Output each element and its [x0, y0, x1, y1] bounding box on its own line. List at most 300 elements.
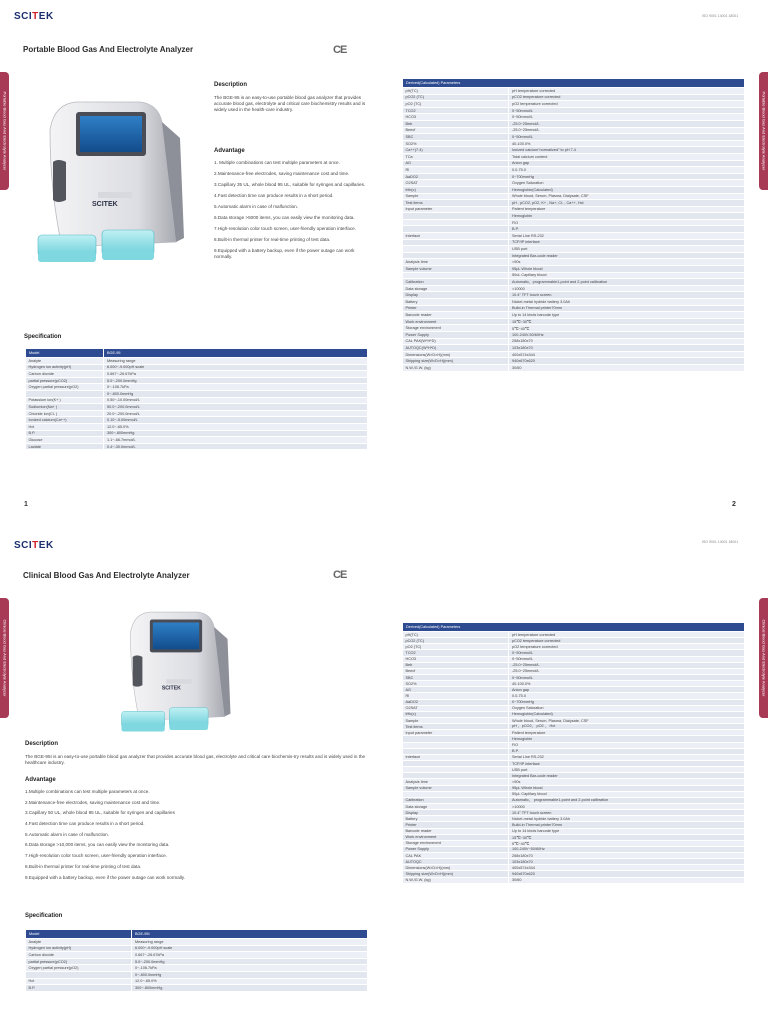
table-cell: Integrated Bar-code reader — [509, 773, 745, 779]
table-cell: B.P. — [509, 226, 745, 233]
table-cell: Power Supply — [403, 846, 509, 852]
table-row — [26, 985, 368, 992]
advantage-list — [25, 789, 370, 885]
table-cell: 0.667~-26.67kPa — [104, 371, 368, 378]
page-number: 2 — [732, 501, 736, 508]
iso-certifications: ISO 9001 14001 18001 — [702, 540, 739, 544]
table-cell: Shipping size(W×D×H)(mm) — [403, 871, 509, 877]
table-cell: tHb(c) — [403, 186, 509, 193]
table-cell: TCa — [403, 153, 509, 160]
table-row — [403, 331, 745, 338]
page-title: Clinical Blood Gas And Electrolyte Analyzer — [23, 571, 190, 580]
table-row — [403, 358, 745, 365]
table-row — [403, 219, 745, 226]
table-cell: 0~700mmHg — [509, 699, 745, 705]
table-cell: Barcode reader — [403, 828, 509, 834]
table-cell: 0.0-75.0 — [509, 167, 745, 174]
table-cell: Ionized calcium(Ca++) — [26, 417, 104, 424]
table-cell: -25.0~25mmol/L — [509, 668, 745, 674]
table-cell: pH(TC) — [403, 632, 509, 638]
table-row — [403, 318, 745, 325]
description-text: The BGE-95 is an easy-to-use portable blood gas analyzer that provides accurate blood gas, electrolyte and critical care biochemistry results and is widely used in the health-care industry. — [214, 95, 366, 112]
table-cell: Anion gap — [509, 160, 745, 167]
table-cell: Serial Line RS-232 — [509, 233, 745, 240]
table-header-cell: Derived(Calculated) Parameters — [403, 79, 745, 88]
table-row — [26, 390, 368, 397]
table-cell: 300~-800mmHg — [132, 985, 368, 992]
table-row — [403, 877, 745, 883]
table-cell: 103x180x70 — [509, 345, 745, 352]
list-item: 2.Maintenance-free electrodes, saving maintenance cost and time. — [214, 171, 350, 176]
table-row — [403, 153, 745, 160]
table-cell: pH temperature corrected — [509, 88, 745, 95]
table-cell: 940x670x620 — [509, 871, 745, 877]
table-row — [26, 978, 368, 985]
table-row — [403, 213, 745, 220]
table-cell: 50uL Capillary blood — [509, 272, 745, 279]
table-row — [403, 239, 745, 246]
specification-heading: Specification — [24, 334, 62, 340]
table-cell: <90s — [509, 259, 745, 266]
table-header-row — [26, 930, 368, 939]
specification-table — [25, 348, 368, 450]
table-cell: Storage environment — [403, 325, 509, 332]
table-row — [403, 338, 745, 345]
table-row — [403, 107, 745, 114]
table-cell: Sample volume — [403, 266, 509, 273]
table-cell: 40-100.0% — [509, 681, 745, 687]
table-header-row — [26, 349, 368, 358]
table-row — [403, 127, 745, 134]
list-item: 6.Data storage >5000 items, you can easily view the monitoring data. — [214, 215, 355, 220]
table-row — [403, 312, 745, 319]
table-row — [403, 173, 745, 180]
table-cell: 0~-800.0mmHg — [132, 971, 368, 978]
list-item: 7.High-resolution color touch screen, user-friendly operation interface. — [214, 226, 356, 231]
table-cell: Automatic，programmable1-point and 2-point calibration — [509, 279, 745, 286]
table-cell: Sample — [403, 193, 509, 200]
table-cell: Hydrogen ion activity(pH) — [26, 364, 104, 371]
table-cell: Chloride ion(Cl- ) — [26, 410, 104, 417]
table-cell: >10000 — [509, 803, 745, 809]
table-row — [403, 101, 745, 108]
table-row — [403, 147, 745, 154]
table-row — [403, 226, 745, 233]
table-cell: O2SAT — [403, 705, 509, 711]
table-cell: 20.0~-200.0mmol/L — [104, 410, 368, 417]
analyzer-device-image — [36, 92, 186, 274]
table-cell: 12.0~-65.0% — [132, 978, 368, 985]
table-cell: Sodiumion(Na+ ) — [26, 404, 104, 411]
table-cell: Beecf — [403, 668, 509, 674]
table-row — [403, 266, 745, 273]
table-cell: 15℃~30℃ — [509, 834, 745, 840]
page-number: 1 — [24, 501, 28, 508]
table-cell: 50.0~-200.0mmol/L — [104, 404, 368, 411]
table-cell: FiO — [509, 742, 745, 748]
table-cell: TCP/IP interface — [509, 239, 745, 246]
table-cell: -25.0~25mmol/L — [509, 120, 745, 127]
table-cell: Interface — [403, 754, 509, 760]
table-cell — [403, 226, 509, 233]
table-cell: Test items — [403, 724, 509, 730]
table-cell: -25.0~25mmol/L — [509, 662, 745, 668]
table-cell: TCO2 — [403, 650, 509, 656]
table-cell: N.W./G.W. (kg) — [403, 364, 509, 371]
table-cell: Shipping size(W×D×H)(mm) — [403, 358, 509, 365]
table-cell: USB port — [509, 767, 745, 773]
side-tab-right-clinical[interactable]: Clinical Blood Gas And Electrolyte Analyzer — [759, 598, 768, 718]
table-cell: Carbon dioxide — [26, 371, 104, 378]
brand-logo: SCITEK — [14, 540, 54, 551]
table-cell: Work environment — [403, 318, 509, 325]
table-row — [26, 965, 368, 972]
table-cell: Carbon dioxide — [26, 952, 132, 959]
table-row — [26, 404, 368, 411]
table-cell: 258x180x70 — [509, 338, 745, 345]
advantage-heading: Advantage — [25, 777, 56, 783]
table-row — [26, 358, 368, 365]
table-row — [403, 351, 745, 358]
table-cell: N.W./G.W. (kg) — [403, 877, 509, 883]
table-cell: Test items — [403, 200, 509, 207]
table-cell: 0~50mmol/L — [509, 107, 745, 114]
table-cell: Hemoglobin(Calculated) — [509, 711, 745, 717]
table-cell: 100-240V~50/60Hz — [509, 846, 745, 852]
table-cell — [403, 239, 509, 246]
table-cell: 0~50mmol/L — [509, 656, 745, 662]
table-cell: B.P. — [509, 748, 745, 754]
table-cell: 0~-106.7kPa — [104, 384, 368, 391]
table-cell: -25.0~25mmol/L — [509, 127, 745, 134]
table-cell: pCO2 (TC) — [403, 638, 509, 644]
table-cell: pCO2 temperature corrected — [509, 94, 745, 101]
table-row — [403, 292, 745, 299]
table-row — [403, 193, 745, 200]
table-header-row — [403, 79, 745, 88]
side-tab-left-clinical[interactable]: Clinical Blood Gas And Electrolyte Analyzer — [0, 598, 9, 718]
table-cell: 0.0-75.0 — [509, 693, 745, 699]
table-cell: 0~50mmol/L — [509, 650, 745, 656]
table-cell: Display — [403, 810, 509, 816]
table-cell: Barcode reader — [403, 312, 509, 319]
table-cell: 0~-106.7kPa — [132, 965, 368, 972]
table-cell: AaDO2 — [403, 173, 509, 180]
table-cell: Up to 14 kinds barcode type — [509, 312, 745, 319]
table-row — [26, 958, 368, 965]
table-cell: TCP/IP interface — [509, 760, 745, 766]
table-cell: RI — [403, 693, 509, 699]
table-row — [403, 305, 745, 312]
table-cell — [403, 252, 509, 259]
table-cell: Data storage — [403, 285, 509, 292]
table-cell: AUTOQC(W*H*D) — [403, 345, 509, 352]
table-cell: 5.0~-200.0mmHg — [104, 377, 368, 384]
table-cell: 6.000~-9.000pH scale — [104, 364, 368, 371]
table-header-cell: Model — [26, 349, 104, 358]
table-cell: 50μL Capillary blood — [509, 791, 745, 797]
table-cell — [403, 246, 509, 253]
table-cell: Measuring range — [132, 939, 368, 946]
table-row — [403, 120, 745, 127]
table-cell: 95μL Whole blood — [509, 266, 745, 273]
table-cell: Hemoglobin — [509, 736, 745, 742]
device-brand-label: SCITEK — [92, 201, 118, 208]
table-cell: 0~50mmol/L — [509, 114, 745, 121]
list-item: 3.Capillary 50 UL, whole blood 95 UL, suitable for syringes and capillaries — [25, 810, 175, 816]
table-cell: Hydrogen ion activity(pH) — [26, 945, 132, 952]
page-title: Portable Blood Gas And Electrolyte Analyzer — [23, 45, 194, 54]
analyzer-device-image — [120, 600, 232, 745]
table-row — [26, 364, 368, 371]
device-brand-label: SCITEK — [161, 685, 181, 692]
table-cell: AG — [403, 687, 509, 693]
table-cell: HCO3 — [403, 656, 509, 662]
table-cell: Analysis time — [403, 779, 509, 785]
table-cell: 5.0~-200.0mmHg — [132, 958, 368, 965]
table-cell: Up to 14 kinds barcode type — [509, 828, 745, 834]
list-item: 7.High-resolution color touch screen, user-friendly operation interface. — [25, 853, 167, 859]
table-cell: 5℃~40℃ — [509, 325, 745, 332]
derived-parameters-body — [403, 632, 745, 884]
table-cell: Input parameter — [403, 206, 509, 213]
table-row — [26, 430, 368, 437]
table-cell: 40-100.0% — [509, 140, 745, 147]
table-row — [26, 423, 368, 430]
table-cell: pO2 temperature corrected — [509, 101, 745, 108]
table-cell: Printer — [403, 822, 509, 828]
table-cell: Oxygen Saturation — [509, 705, 745, 711]
table-row — [26, 384, 368, 391]
table-cell: Lactate — [26, 443, 104, 450]
table-cell: Work environment — [403, 834, 509, 840]
advantage-list — [214, 160, 366, 265]
table-cell: pH(TC) — [403, 88, 509, 95]
table-cell: 15℃~30℃ — [509, 318, 745, 325]
table-cell: <90s — [509, 779, 745, 785]
table-cell: pO2 temperature corrected — [509, 644, 745, 650]
table-cell: 258x180x70 — [509, 853, 745, 859]
table-cell: Calibration — [403, 797, 509, 803]
table-cell: TCO2 — [403, 107, 509, 114]
table-header-cell: Derived(Calculated) Parameters — [403, 623, 745, 632]
table-cell: 0~50mmol/L — [509, 674, 745, 680]
table-cell: >10000 — [509, 285, 745, 292]
table-cell: SBC — [403, 134, 509, 141]
table-cell: Dimensions(W×D×H)(mm) — [403, 351, 509, 358]
list-item: 8.Built-in thermal printer for real-time printing of test data. — [25, 863, 142, 869]
table-row — [403, 299, 745, 306]
table-cell: Glucose — [26, 437, 104, 444]
table-row — [403, 246, 745, 253]
table-cell: 400x574x344 — [509, 865, 745, 871]
table-row — [403, 345, 745, 352]
list-item: 8.Built-in thermal printer for real-time printing of test data. — [214, 237, 331, 242]
table-row — [26, 371, 368, 378]
table-cell: Measuring range — [104, 358, 368, 365]
table-cell: 5℃~40℃ — [509, 840, 745, 846]
brand-logo: SCITEK — [14, 11, 54, 22]
table-cell: Ca++(7.4) — [403, 147, 509, 154]
table-cell: Input parameter — [403, 730, 509, 736]
table-cell: Automatic， programmable1-point and 2-point calibration — [509, 797, 745, 803]
list-item: 5.Automatic alarm in case of malfunction. — [25, 831, 110, 837]
table-row — [403, 233, 745, 240]
table-cell: Patient temperature — [509, 730, 745, 736]
table-cell: 300~-800mmHg — [104, 430, 368, 437]
table-row — [26, 939, 368, 946]
table-row — [403, 180, 745, 187]
table-cell: Beb — [403, 662, 509, 668]
table-row — [403, 140, 745, 147]
table-cell — [26, 390, 104, 397]
table-cell: 10.4" TFT touch screen — [509, 810, 745, 816]
table-cell: USB port — [509, 246, 745, 253]
table-row — [403, 325, 745, 332]
table-cell: 10.4" TFT touch screen. — [509, 292, 745, 299]
table-cell: Power Supply — [403, 331, 509, 338]
table-cell: pH ，pCO2， pO2 ， Hct — [509, 724, 745, 730]
table-row — [403, 252, 745, 259]
table-cell: 12.0~-65.0% — [104, 423, 368, 430]
list-item: 3.Capillary 35 UL, whole blood 95 UL, suitable for syringes and capillaries. — [214, 182, 366, 187]
table-cell: 0~50mmol/L — [509, 134, 745, 141]
table-cell: CAL PAK — [403, 853, 509, 859]
table-cell: 0~700mmHg — [509, 173, 745, 180]
table-cell: Oxygen partial pressure(pO2) — [26, 965, 132, 972]
table-row — [403, 167, 745, 174]
table-cell: Sample volume — [403, 785, 509, 791]
table-cell: SO2% — [403, 140, 509, 147]
table-cell: Patient temperature — [509, 206, 745, 213]
list-item: 1.Multiple combinations can test multiple parameters at once. — [25, 789, 150, 794]
table-row — [26, 952, 368, 959]
list-item: 1. Multiple combinations can test multiple parameters at once. — [214, 160, 340, 165]
list-item: 4.Fast detection time can produce results in a short period. — [214, 193, 334, 198]
table-row — [403, 88, 745, 95]
derived-parameters-table — [402, 78, 745, 372]
table-cell: Build-in Thermal printer70mm — [509, 305, 745, 312]
table-cell: pCO2 temperature corrected — [509, 638, 745, 644]
table-cell: CAL PAK(W*H*D) — [403, 338, 509, 345]
table-cell: Interface — [403, 233, 509, 240]
description-text: The BGE-95I is an easy-to-use portable blood gas analyzer that provides accurate blood gas, electrolyte and critical care biochemis-try results and is widely used in the healthcare industry. — [25, 754, 366, 765]
table-row — [403, 364, 745, 371]
table-cell: RI — [403, 167, 509, 174]
table-cell: pO2 (TC) — [403, 644, 509, 650]
table-cell — [403, 213, 509, 220]
table-cell: pO2 (TC) — [403, 101, 509, 108]
table-cell: Calibration — [403, 279, 509, 286]
table-cell: Potassium ion(K+ ) — [26, 397, 104, 404]
table-cell: SO2% — [403, 681, 509, 687]
table-row — [403, 94, 745, 101]
iso-certifications: ISO 9001 14001 18001 — [702, 14, 739, 18]
table-cell: 0~-800.0mmHg — [104, 390, 368, 397]
table-row — [26, 437, 368, 444]
table-cell: AUTOQC — [403, 859, 509, 865]
table-cell: 1.1~-66.7mmol/L — [104, 437, 368, 444]
table-row — [403, 285, 745, 292]
table-cell: Whole blood, Serum, Plasma, Dialysate, CSF — [509, 193, 745, 200]
table-header-cell: BGE-95I — [132, 930, 368, 939]
table-row — [403, 279, 745, 286]
table-row — [403, 259, 745, 266]
table-cell: Oxygen Saturation — [509, 180, 745, 187]
derived-parameters-body — [403, 88, 745, 372]
side-tab-left-portable[interactable]: Portable Blood Gas And Electrolyte Analyzer — [0, 72, 9, 190]
specification-table — [25, 929, 368, 992]
table-row — [403, 206, 745, 213]
table-cell: Analysis time — [403, 259, 509, 266]
table-cell: Sample — [403, 717, 509, 723]
table-cell: Hemoglobin(Calculated) — [509, 186, 745, 193]
list-item: 5.Automatic alarm in case of malfunction. — [214, 204, 299, 209]
table-cell — [26, 971, 132, 978]
table-cell: Beb — [403, 120, 509, 127]
table-cell: FiO — [509, 219, 745, 226]
table-cell: O2SAT — [403, 180, 509, 187]
derived-parameters-table — [402, 622, 745, 884]
table-cell: Battery — [403, 299, 509, 306]
table-row — [26, 417, 368, 424]
specification-heading: Specification — [25, 913, 63, 919]
table-cell: Data storage — [403, 803, 509, 809]
table-cell: Printer — [403, 305, 509, 312]
table-cell: Nickel-metal hydride battery 3.0Ah — [509, 299, 745, 306]
table-cell: B.P. — [26, 985, 132, 992]
table-row — [26, 397, 368, 404]
table-row — [403, 200, 745, 207]
table-cell: 0.4~-30.0mmol/L — [104, 443, 368, 450]
table-cell: Dimensions(W×D×H)(mm) — [403, 865, 509, 871]
table-cell: pCO2 (TC) — [403, 94, 509, 101]
table-cell: Battery — [403, 816, 509, 822]
description-heading: Description — [214, 82, 248, 88]
list-item: 4.Fast detection time can produce results in a short period. — [25, 821, 145, 827]
table-cell: 6.000~-9.000pH scale — [132, 945, 368, 952]
table-header-row — [403, 623, 745, 632]
table-row — [26, 443, 368, 450]
ce-mark: CE — [333, 569, 347, 581]
table-cell: SBC — [403, 674, 509, 680]
table-cell: B.P. — [26, 430, 104, 437]
table-cell: 0.10~-5.00mmol/L — [104, 417, 368, 424]
list-item: 6.Data storage >10,000 items, you can easily view the monitoring data. — [25, 842, 170, 848]
table-cell: Analyte — [26, 939, 132, 946]
table-cell: partial pressure(pCO2) — [26, 377, 104, 384]
table-row — [403, 160, 745, 167]
table-cell — [403, 219, 509, 226]
table-cell: tHb(c) — [403, 711, 509, 717]
table-cell: 940x670x620 — [509, 358, 745, 365]
table-cell: Storage environment — [403, 840, 509, 846]
table-cell: Ionized calcium"normalized" to pH 7.4 — [509, 147, 745, 154]
table-cell: 0.667~-26.67kPa — [132, 952, 368, 959]
table-row — [403, 272, 745, 279]
side-tab-right-portable[interactable]: Portable Blood Gas And Electrolyte Analyzer — [759, 72, 768, 190]
table-cell: Integrated Bar-code reader — [509, 252, 745, 259]
table-cell: partial pressure(pCO2) — [26, 958, 132, 965]
list-item: 9.Equipped with a battery backup, even if the power outage can work normally. — [25, 874, 186, 880]
table-cell: Nickel-metal hydride battery 3.0Ah — [509, 816, 745, 822]
table-cell: Hemoglobin — [509, 213, 745, 220]
table-cell: HCO3 — [403, 114, 509, 121]
table-cell: Total calcium content — [509, 153, 745, 160]
table-cell: Whole blood, Serum, Plasma, Dialysate, CSF — [509, 717, 745, 723]
advantage-heading: Advantage — [214, 148, 245, 154]
table-cell: 0.50~-10.00mmol/L — [104, 397, 368, 404]
